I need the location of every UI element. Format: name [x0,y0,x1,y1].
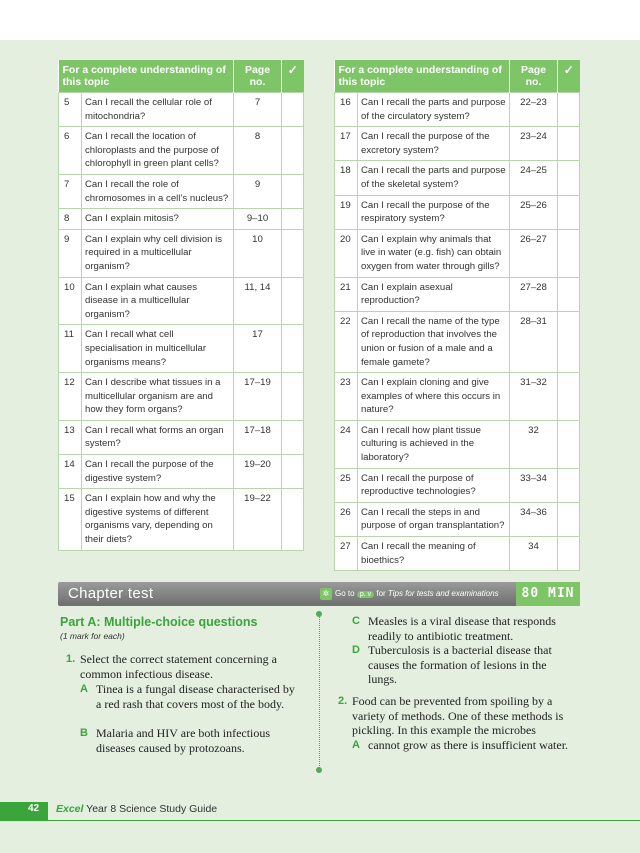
part-a-marks: (1 mark for each) [60,631,125,641]
table-row [59,455,304,489]
table-row [59,209,304,230]
goto-tips: Tips for tests and examinations [387,589,499,599]
row-checkbox[interactable] [282,325,304,373]
table-row [335,161,580,195]
row-question: Can I recall what forms an organ system? [82,420,234,454]
row-question: Can I explain asexual reproduction? [358,277,510,311]
question-2 [338,694,578,738]
option-letter: D [352,644,360,656]
row-checkbox[interactable] [282,373,304,421]
row-page: 24–25 [510,161,558,195]
row-number: 17 [335,127,358,161]
row-page: 26–27 [510,229,558,277]
row-checkbox[interactable] [558,277,580,311]
row-page: 32 [510,420,558,468]
checklist-table-right [334,60,580,571]
row-question: Can I explain mitosis? [82,209,234,230]
table-row [59,325,304,373]
row-number: 10 [59,277,82,325]
row-checkbox[interactable] [558,373,580,421]
row-checkbox[interactable] [558,93,580,127]
row-checkbox[interactable] [558,127,580,161]
chapter-title: Chapter test [68,585,154,602]
question-1 [66,652,302,681]
row-page: 19–22 [234,489,282,550]
footer-rule [0,820,640,821]
row-checkbox[interactable] [282,93,304,127]
row-number: 16 [335,93,358,127]
row-page: 28–31 [510,311,558,372]
row-checkbox[interactable] [282,489,304,550]
row-page: 10 [234,229,282,277]
compass-icon: ✲ [320,588,332,600]
option-text: cannot grow as there is insufficient water. [368,738,569,752]
row-number: 19 [335,195,358,229]
row-number: 5 [59,93,82,127]
table-row [335,373,580,421]
row-number: 23 [335,373,358,421]
row-page: 34 [510,537,558,571]
table-row [59,373,304,421]
table-row [59,489,304,550]
table-row [59,127,304,175]
table-row [335,468,580,502]
row-checkbox[interactable] [558,229,580,277]
row-page: 19–20 [234,455,282,489]
row-page: 31–32 [510,373,558,421]
table-row [335,420,580,468]
row-page: 7 [234,93,282,127]
option-letter: C [352,615,360,627]
row-page: 9 [234,174,282,208]
row-number: 27 [335,537,358,571]
row-question: Can I explain why animals that live in water (e.g. fish) can obtain oxygen from water through gills? [358,229,510,277]
footer-brand [56,803,217,815]
option-a[interactable] [80,682,302,711]
option-letter: A [80,683,88,695]
row-number: 18 [335,161,358,195]
row-page: 17–19 [234,373,282,421]
row-checkbox[interactable] [558,468,580,502]
table-row [335,311,580,372]
row-question: Can I recall the location of chloroplasts and the purpose of chlorophyll in green plant cells? [82,127,234,175]
row-question: Can I recall the purpose of the respiratory system? [358,195,510,229]
option-letter: A [352,739,360,751]
row-checkbox[interactable] [558,195,580,229]
row-question: Can I recall the purpose of reproductive technologies? [358,468,510,502]
header-page: Page no. [234,60,282,93]
table-row [59,420,304,454]
row-checkbox[interactable] [282,229,304,277]
page-number: 42 [28,803,40,814]
row-number: 8 [59,209,82,230]
row-page: 11, 14 [234,277,282,325]
row-question: Can I describe what tissues in a multicellular organism are and how they form organs? [82,373,234,421]
divider-dot-top [316,611,322,617]
row-checkbox[interactable] [558,502,580,536]
row-question: Can I recall what cell specialisation in multicellular organisms means? [82,325,234,373]
row-checkbox[interactable] [282,174,304,208]
option-a[interactable] [352,738,578,753]
table-row [335,537,580,571]
row-question: Can I recall how plant tissue culturing is achieved in the laboratory? [358,420,510,468]
table-row [335,229,580,277]
row-number: 26 [335,502,358,536]
row-question: Can I recall the parts and purpose of the circulatory system? [358,93,510,127]
row-checkbox[interactable] [558,311,580,372]
row-question: Can I recall the purpose of the digestive system? [82,455,234,489]
row-question: Can I recall the parts and purpose of the skeletal system? [358,161,510,195]
table-row [335,277,580,311]
row-number: 14 [59,455,82,489]
row-number: 22 [335,311,358,372]
header-page: Page no. [510,60,558,93]
row-question: Can I recall the cellular role of mitochondria? [82,93,234,127]
row-question: Can I explain what causes disease in a multicellular organism? [82,277,234,325]
row-checkbox[interactable] [282,455,304,489]
row-number: 21 [335,277,358,311]
row-question: Can I recall the purpose of the excretory system? [358,127,510,161]
table-row [59,277,304,325]
goto-prefix: Go to [335,589,355,599]
header-topic: For a complete understanding of this topic [59,60,234,93]
row-number: 11 [59,325,82,373]
question-stem: Food can be prevented from spoiling by a variety of methods. One of these methods is pickling. In this example the microbes [352,694,564,737]
row-number: 24 [335,420,358,468]
option-text: Tuberculosis is a bacterial disease that causes the formation of lesions in the lungs. [368,643,552,686]
row-page: 8 [234,127,282,175]
row-page: 34–36 [510,502,558,536]
row-page: 17 [234,325,282,373]
header-topic: For a complete understanding of this topic [335,60,510,93]
row-question: Can I recall the meaning of bioethics? [358,537,510,571]
row-page: 25–26 [510,195,558,229]
option-text: Measles is a viral disease that responds readily to antibiotic treatment. [368,614,556,643]
table-row [59,174,304,208]
row-page: 22–23 [510,93,558,127]
goto-reference[interactable] [320,588,499,600]
row-question: Can I explain how and why the digestive systems of different organisms vary, depending on their diets? [82,489,234,550]
table-row [59,93,304,127]
row-question: Can I explain cloning and give examples of where this occurs in nature? [358,373,510,421]
goto-for: for [376,589,386,599]
row-page: 17–18 [234,420,282,454]
row-number: 9 [59,229,82,277]
option-c[interactable] [352,614,578,643]
table-row [335,127,580,161]
row-checkbox[interactable] [558,420,580,468]
row-number: 6 [59,127,82,175]
row-checkbox[interactable] [558,537,580,571]
part-a-heading: Part A: Multiple-choice questions [60,615,258,629]
option-b[interactable] [80,726,302,755]
row-checkbox[interactable] [282,127,304,175]
option-text: Tinea is a fungal disease characterised by a red rash that covers most of the body. [96,682,295,711]
row-number: 25 [335,468,358,502]
row-checkbox[interactable] [282,209,304,230]
row-number: 7 [59,174,82,208]
question-number: 1. [66,653,76,665]
question-stem: Select the correct statement concerning a common infectious disease. [80,652,277,681]
table-row [335,502,580,536]
divider-dot-bottom [316,767,322,773]
row-checkbox[interactable] [282,420,304,454]
column-divider [319,614,320,770]
row-number: 20 [335,229,358,277]
row-question: Can I recall the steps in and purpose of organ transplantation? [358,502,510,536]
book-title: Year 8 Science Study Guide [83,803,218,815]
row-page: 9–10 [234,209,282,230]
header-check: ✓ [558,60,580,93]
row-page: 23–24 [510,127,558,161]
table-header-row [59,60,304,93]
row-question: Can I explain why cell division is required in a multicellular organism? [82,229,234,277]
table-row [335,195,580,229]
time-badge: 80 MIN [516,582,580,606]
row-page: 27–28 [510,277,558,311]
row-number: 13 [59,420,82,454]
header-check: ✓ [282,60,304,93]
page-ref-badge: p. v [357,591,374,598]
row-checkbox[interactable] [282,277,304,325]
row-question: Can I recall the role of chromosomes in a cell’s nucleus? [82,174,234,208]
checklist-table-left [58,60,304,551]
chapter-test-bar [58,582,580,606]
footer-tab [0,802,48,820]
row-question: Can I recall the name of the type of reproduction that involves the union or fusion of a male and a female gamete? [358,311,510,372]
option-letter: B [80,727,88,739]
table-header-row [335,60,580,93]
row-number: 12 [59,373,82,421]
row-page: 33–34 [510,468,558,502]
question-number: 2. [338,695,348,707]
row-number: 15 [59,489,82,550]
table-row [335,93,580,127]
table-row [59,229,304,277]
option-d[interactable] [352,643,578,687]
option-text: Malaria and HIV are both infectious diseases caused by protozoans. [96,726,271,755]
row-checkbox[interactable] [558,161,580,195]
brand-logo: Excel [56,803,84,815]
